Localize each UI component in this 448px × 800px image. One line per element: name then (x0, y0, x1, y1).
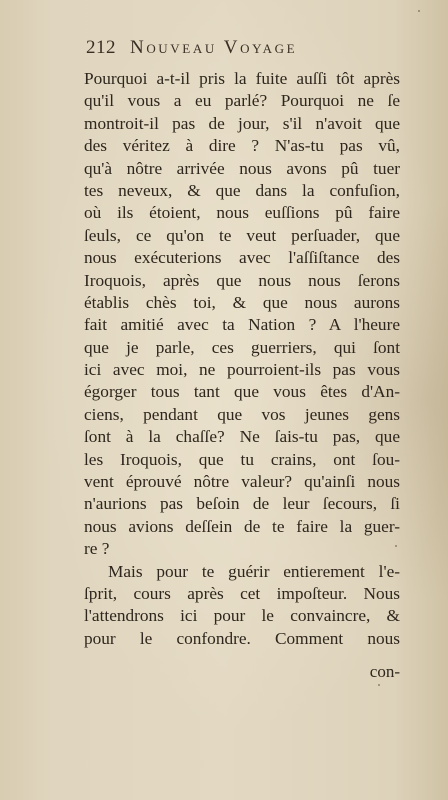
text-line: ſont à la chaſſe? Ne ſais-tu pas, que (84, 427, 400, 447)
page-number: 212 (86, 37, 116, 58)
paper-speck (395, 545, 397, 547)
text-line: Iroquois, après que nous nous ſerons (84, 270, 400, 290)
text-line: l'attendrons ici pour le convaincre, & (84, 606, 400, 626)
text-line: nous avions deſſein de te faire la guer- (84, 516, 400, 536)
paragraph-first-line: Mais pour te guérir entierement l'e- (108, 561, 400, 581)
text-line: ici avec moi, ne pourroient-ils pas vous (84, 360, 400, 380)
text-line: Pourquoi a-t-il pris la fuite auſſi tôt après (84, 69, 400, 88)
text-line: des véritez à dire ? N'as-tu pas vû, (84, 136, 400, 156)
text-line: où ils étoient, nous euſſions pû faire (84, 203, 400, 223)
running-title: Nouveau Voyage (130, 37, 298, 58)
text-line: qu'à nôtre arrivée nous avons pû tuer (84, 158, 400, 178)
text-line: égorger tous tant que vous êtes d'An- (84, 382, 400, 402)
text-line: ſprit, cours après cet impoſteur. Nous (84, 583, 400, 603)
text-line: pour le confondre. Comment nous (84, 628, 400, 648)
text-line: les Iroquois, que tu crains, ont ſou- (84, 449, 400, 469)
text-line: montroit-il pas de jour, s'il n'avoit que (84, 113, 400, 133)
catchword: con- (369, 662, 400, 681)
paper-speck (418, 10, 420, 12)
text-line: tes neveux, & que dans la confuſion, (84, 180, 400, 200)
text-line: ſeuls, ce qu'on te veut perſuader, que (84, 225, 400, 245)
text-line: que je parle, ces guerriers, qui ſont (84, 337, 400, 357)
paper-speck (378, 684, 380, 686)
running-head (86, 37, 386, 61)
text-line: ciens, pendant que vos jeunes gens (84, 404, 400, 424)
text-line: établis chès toi, & que nous aurons (84, 292, 400, 312)
text-line: fait amitié avec ta Nation ? A l'heure (84, 315, 400, 335)
text-line: vent éprouvé nôtre valeur? qu'ainſi nous (84, 472, 400, 492)
text-line: n'aurions pas beſoin de leur ſecours, ſi (84, 494, 400, 514)
text-line: re ? (84, 539, 110, 559)
text-line: nous exécuterions avec l'aſſiſtance des (84, 248, 400, 268)
text-line: qu'il vous a eu parlé? Pourquoi ne ſe (84, 91, 400, 111)
body-text (84, 68, 400, 650)
